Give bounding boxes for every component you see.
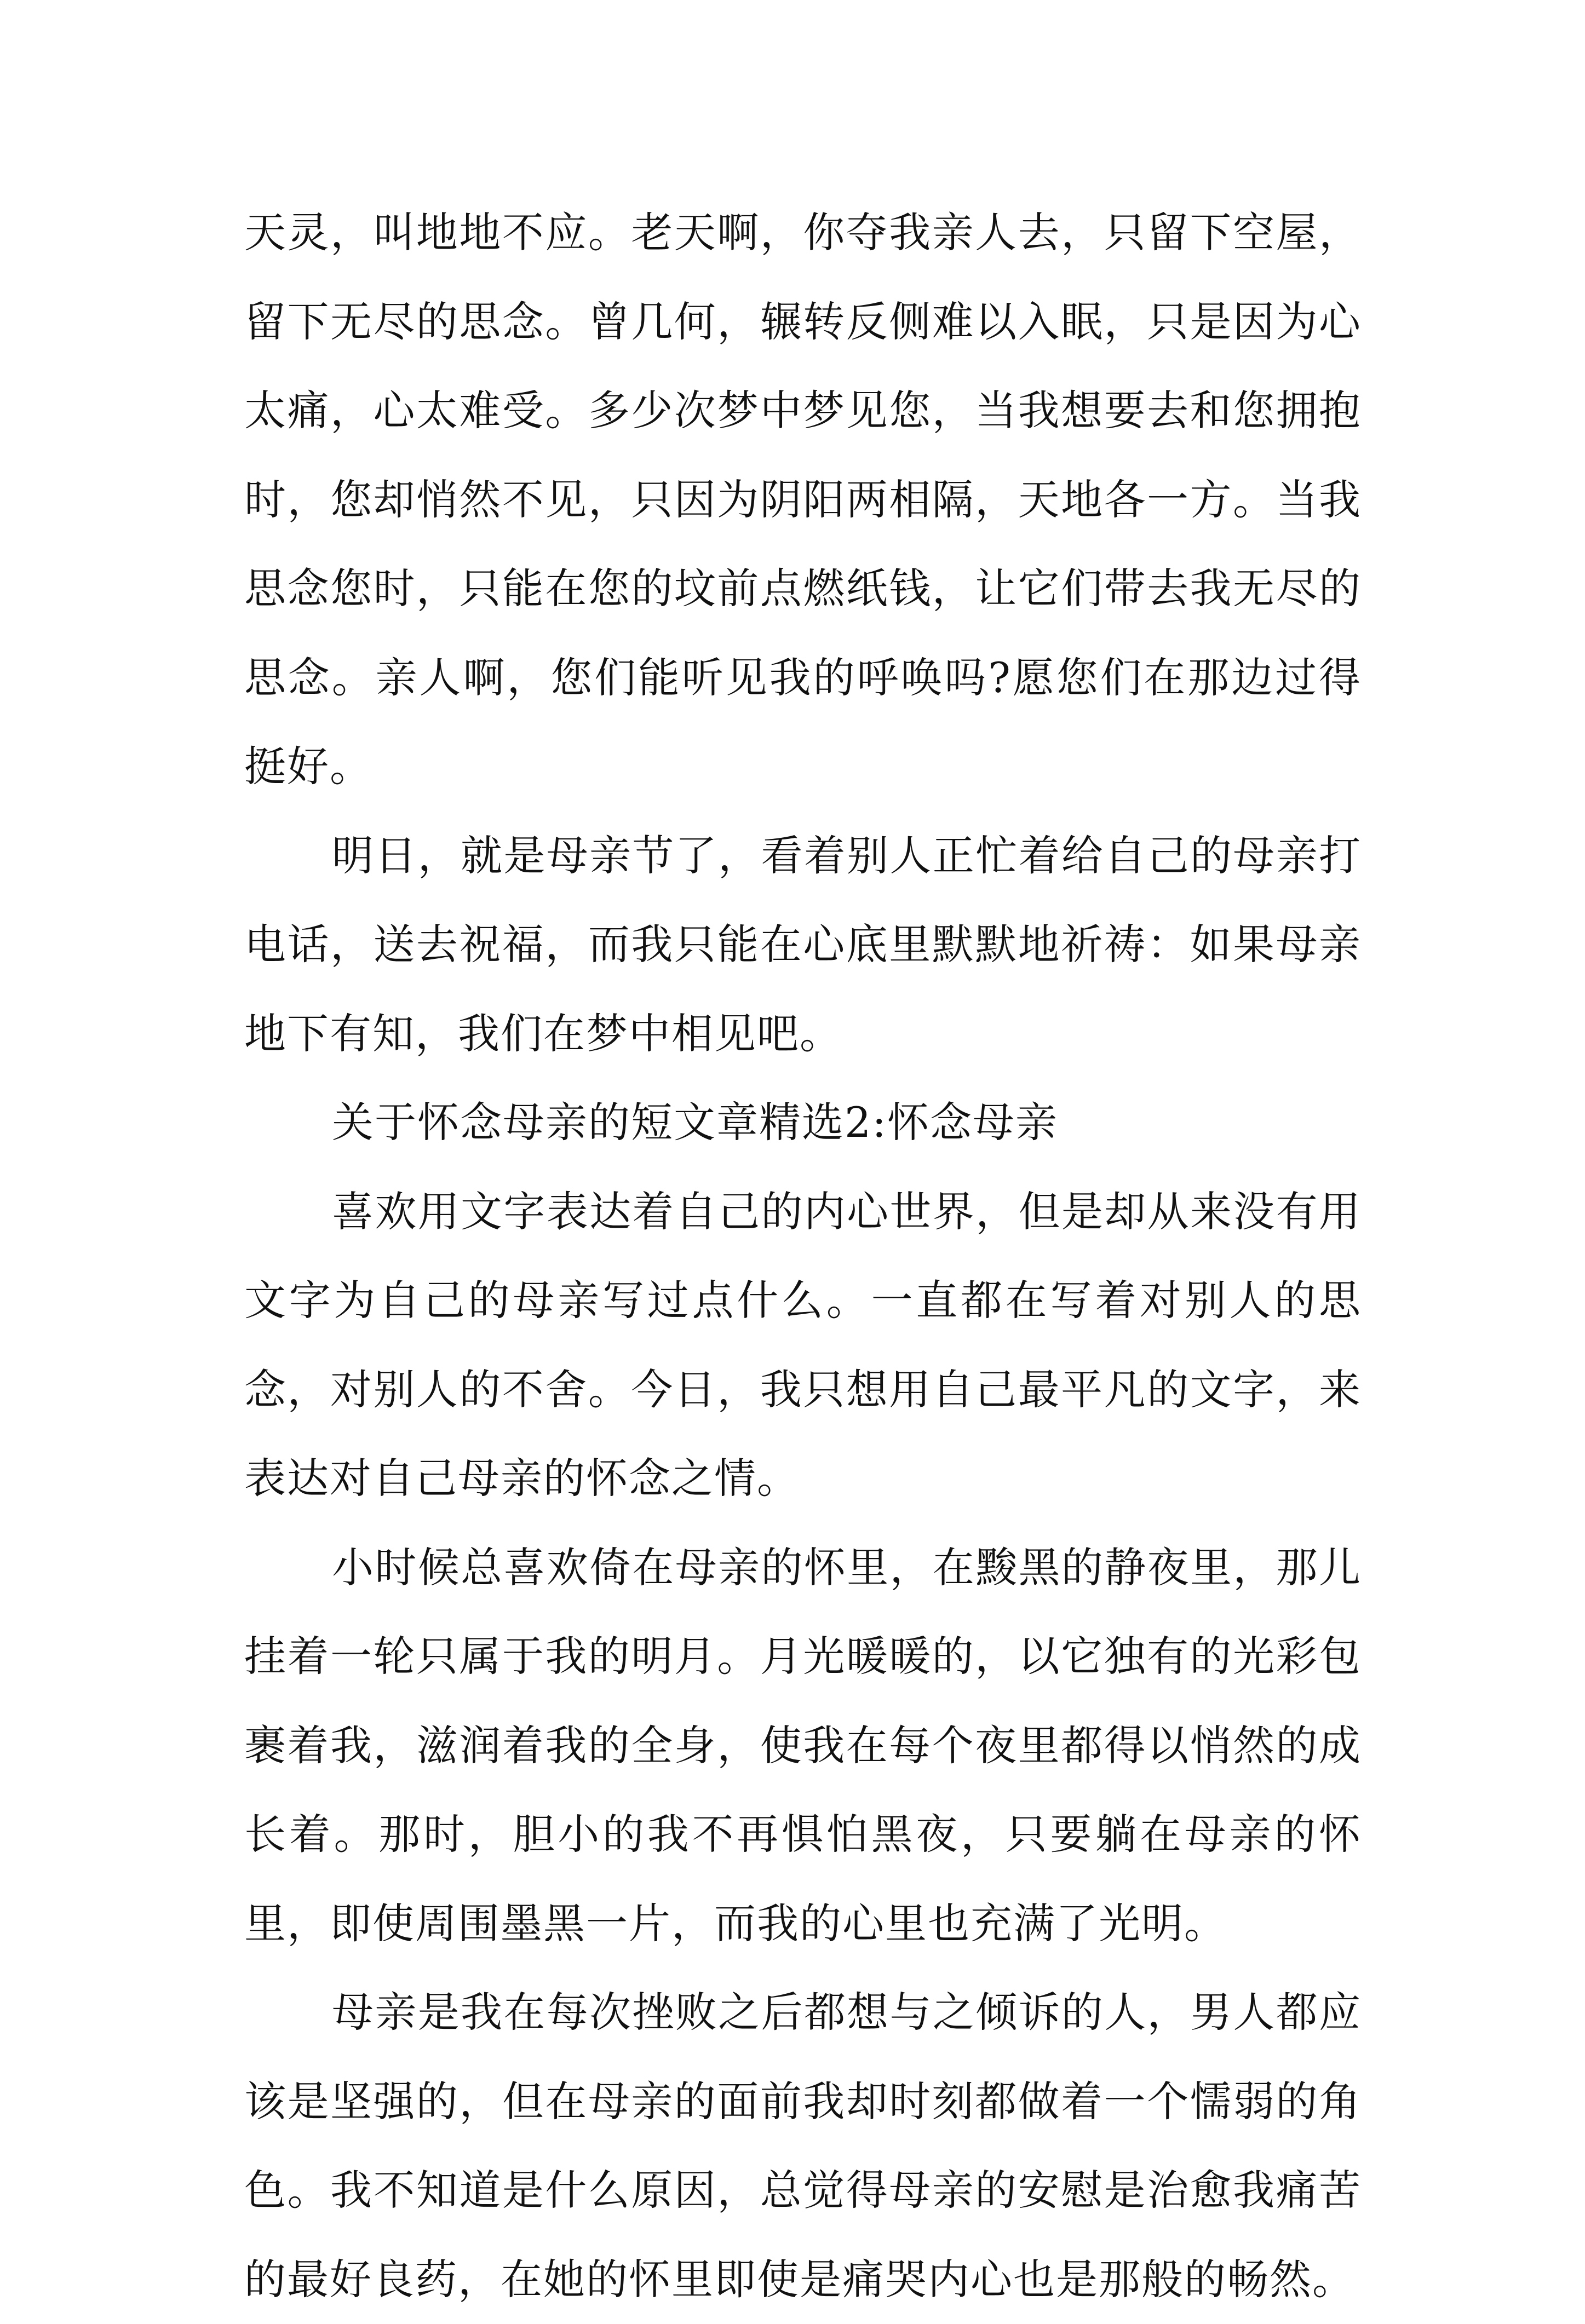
document-body <box>244 188 1362 2324</box>
paragraph-5: 母亲是我在每次挫败之后都想与之倾诉的人，男人都应该是坚强的，但在母亲的面前我却时刻都做着一个懦弱的角色。我不知道是什么原因，总觉得母亲的安慰是治愈我痛苦的最好良药，在她的怀里即使是痛哭内心也是那般的畅然。 <box>244 1988 1362 2304</box>
section-heading: 关于怀念母亲的短文章精选2:怀念母亲 <box>332 1098 1058 1147</box>
paragraph-2: 明日，就是母亲节了，看着别人正忙着给自己的母亲打电话，送去祝福，而我只能在心底里默默地祈祷：如果母亲地下有知，我们在梦中相见吧。 <box>244 831 1362 1058</box>
paragraph-4: 小时候总喜欢倚在母亲的怀里，在黢黑的静夜里，那儿挂着一轮只属于我的明月。月光暖暖的，以它独有的光彩包裹着我，滋润着我的全身，使我在每个夜里都得以悄然的成长着。那时，胆小的我不再惧怕黑夜，只要躺在母亲的怀里，即使周围墨黑一片，而我的心里也充满了光明。 <box>244 1543 1362 1948</box>
paragraph-3: 喜欢用文字表达着自己的内心世界，但是却从来没有用文字为自己的母亲写过点什么。一直都在写着对别人的思念，对别人的不舍。今日，我只想用自己最平凡的文字，来表达对自己母亲的怀念之情。 <box>244 1187 1362 1503</box>
paragraph-1: 天灵，叫地地不应。老天啊，你夺我亲人去，只留下空屋，留下无尽的思念。曾几何，辗转反侧难以入眠，只是因为心太痛，心太难受。多少次梦中梦见您，当我想要去和您拥抱时，您却悄然不见，只因为阴阳两相隔，天地各一方。当我思念您时，只能在您的坟前点燃纸钱，让它们带去我无尽的思念。亲人啊，您们能听见我的呼唤吗?愿您们在那边过得挺好。 <box>244 208 1362 791</box>
